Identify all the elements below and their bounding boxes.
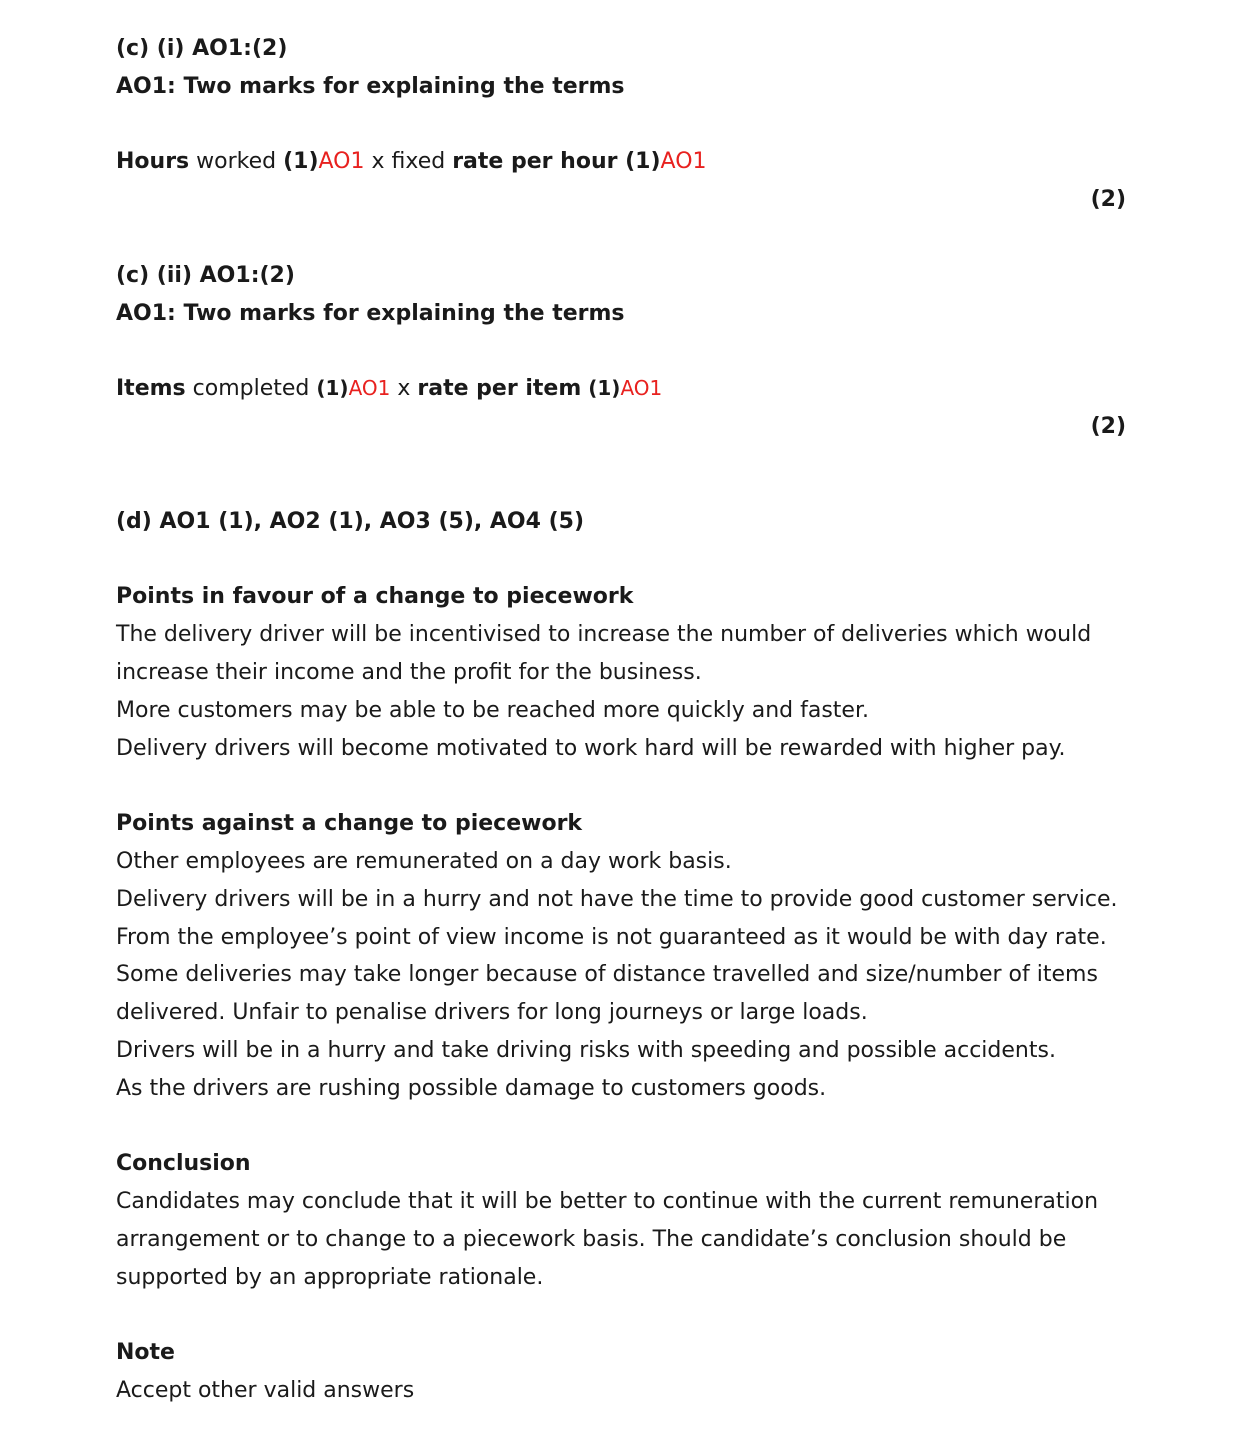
against-line: From the employee’s point of view income is not guaranteed as it would be with day rate. — [116, 924, 1107, 950]
favour-line: increase their income and the profit for the business. — [116, 659, 702, 685]
part-c-i-answer — [116, 143, 1126, 181]
note-heading: Note — [116, 1340, 175, 1366]
mark-allocation: (1) — [316, 376, 349, 401]
conclusion-line: arrangement or to change to a piecework basis. The candidate’s conclusion should be — [116, 1226, 1067, 1252]
answer-text: completed — [185, 376, 317, 402]
favour-line: More customers may be able to be reached more quickly and faster. — [116, 697, 869, 723]
against-heading: Points against a change to piecework — [116, 811, 583, 837]
against-line: delivered. Unfair to penalise drivers for long journeys or large loads. — [116, 1000, 868, 1026]
against-line: Other employees are remunerated on a day work basis. — [116, 848, 732, 874]
assessment-objective: AO1 — [318, 149, 365, 175]
answer-term: Hours — [116, 149, 190, 175]
assessment-objective: AO1 — [620, 376, 663, 401]
conclusion-line: Candidates may conclude that it will be better to continue with the current remuneration — [116, 1189, 1099, 1215]
answer-text: worked — [189, 149, 284, 175]
favour-line: Delivery drivers will become motivated to work hard will be rewarded with higher pay. — [116, 735, 1066, 761]
answer-term: rate per item — [417, 376, 582, 402]
against-line: As the drivers are rushing possible damage to customers goods. — [116, 1075, 827, 1101]
part-c-i-subheading: AO1: Two marks for explaining the terms — [116, 73, 625, 99]
part-d-heading: (d) AO1 (1), AO2 (1), AO3 (5), AO4 (5) — [116, 508, 585, 534]
mark-allocation: (1) — [283, 149, 319, 175]
part-c-ii-total: (2) — [1090, 413, 1126, 439]
favour-heading: Points in favour of a change to piecework — [116, 584, 634, 610]
assessment-objective: AO1 — [348, 376, 391, 401]
part-c-i-total: (2) — [1090, 187, 1126, 213]
part-c-ii-subheading: AO1: Two marks for explaining the terms — [116, 300, 625, 326]
mark-scheme-page — [116, 30, 1126, 1410]
note-line: Accept other valid answers — [116, 1378, 415, 1404]
answer-term: Items — [116, 376, 186, 402]
part-c-ii-answer — [116, 370, 1126, 408]
against-line: Delivery drivers will be in a hurry and not have the time to provide good customer service. — [116, 886, 1118, 912]
answer-text: x fixed — [364, 149, 453, 175]
answer-term: rate per hour — [452, 149, 618, 175]
part-c-i-heading: (c) (i) AO1:(2) — [116, 36, 288, 61]
assessment-objective: AO1 — [660, 149, 707, 175]
conclusion-heading: Conclusion — [116, 1151, 251, 1177]
answer-text: x — [390, 376, 418, 402]
mark-allocation: (1) — [581, 376, 621, 401]
part-c-ii-heading: (c) (ii) AO1:(2) — [116, 262, 295, 288]
conclusion-line: supported by an appropriate rationale. — [116, 1264, 544, 1290]
favour-line: The delivery driver will be incentivised to increase the number of deliveries which would — [116, 622, 1092, 648]
against-line: Some deliveries may take longer because of distance travelled and size/number of items — [116, 962, 1098, 988]
against-line: Drivers will be in a hurry and take driving risks with speeding and possible accidents. — [116, 1037, 1056, 1063]
mark-allocation: (1) — [617, 149, 661, 175]
